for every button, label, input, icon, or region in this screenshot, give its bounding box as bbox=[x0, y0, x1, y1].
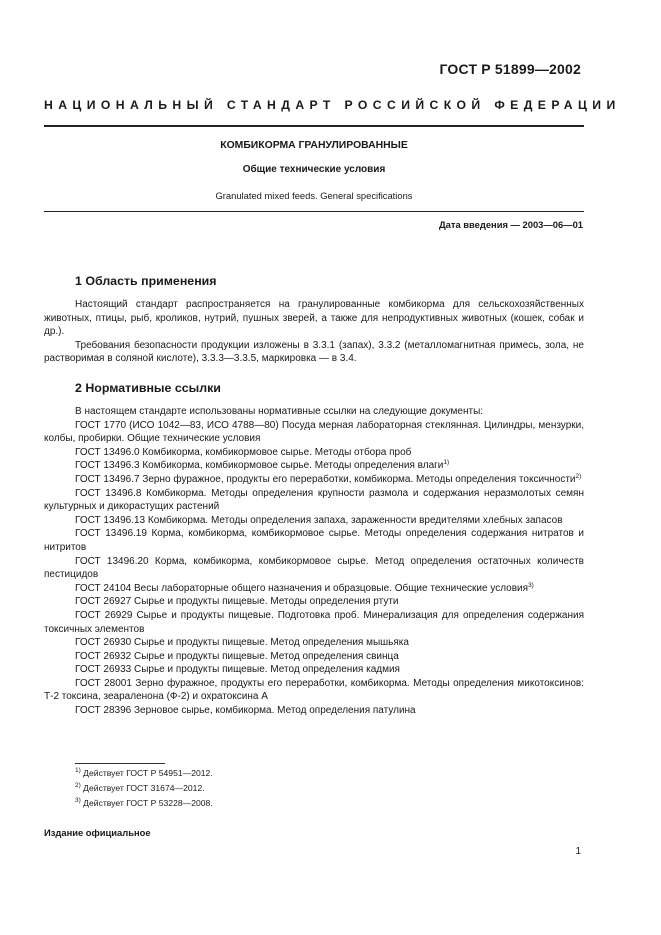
paragraph: В настоящем стандарте использованы нормативные ссылки на следующие документы: bbox=[75, 406, 484, 417]
reference-text: ГОСТ 13496.0 Комбикорма, комбикормовое сырье. Методы отбора проб bbox=[75, 446, 412, 458]
reference-text: ГОСТ 26932 Сырье и продукты пищевые. Метод определения свинца bbox=[75, 650, 399, 662]
english-title: Granulated mixed feeds. General specifications bbox=[215, 190, 413, 201]
section-scope bbox=[44, 273, 584, 366]
paragraph: Настоящий стандарт распространяется на гранулированные комбикорма для сельскохозяйственных животных, птицы, рыб, кроликов, нутрий, пушных зверей, а также для непродуктивных животных (кошек, собак и др.). bbox=[44, 299, 584, 338]
reference-item bbox=[44, 595, 584, 609]
reference-list bbox=[44, 419, 584, 718]
document-title: КОМБИКОРМА ГРАНУЛИРОВАННЫЕ bbox=[220, 140, 408, 151]
reference-item bbox=[44, 609, 584, 636]
footnote-marker: 1) bbox=[443, 459, 450, 467]
reference-item bbox=[44, 582, 584, 596]
reference-text: ГОСТ 26927 Сырье и продукты пищевые. Методы определения ртути bbox=[75, 596, 399, 608]
reference-item bbox=[44, 419, 584, 446]
reference-item bbox=[44, 663, 584, 677]
reference-item bbox=[44, 704, 584, 718]
reference-text: ГОСТ 13496.7 Зерно фуражное, продукты его переработки, комбикорма. Методы определения токсичности bbox=[75, 473, 576, 485]
footnote-text: Действует ГОСТ 31674—2012. bbox=[83, 783, 205, 793]
introduction-date: Дата введения — 2003—06—01 bbox=[438, 219, 583, 230]
reference-text: ГОСТ 26930 Сырье и продукты пищевые. Метод определения мышьяка bbox=[75, 637, 409, 649]
reference-item bbox=[44, 677, 584, 704]
page-number: 1 bbox=[575, 846, 581, 857]
reference-item bbox=[44, 473, 584, 487]
reference-text: ГОСТ 13496.8 Комбикорма. Методы определения крупности размола и содержания неразмолотых семян культурных и дикорастущих растений bbox=[44, 487, 584, 513]
gost-number: ГОСТ Р 51899—2002 bbox=[439, 61, 581, 77]
header-divider bbox=[44, 125, 584, 127]
section-heading: 2 Нормативные ссылки bbox=[75, 381, 221, 395]
section-normative-references bbox=[44, 380, 584, 718]
reference-text: ГОСТ 24104 Весы лабораторные общего назначения и образцовые. Общие технические условия bbox=[75, 582, 529, 594]
reference-text: ГОСТ 28001 Зерно фуражное, продукты его переработки, комбикорма. Методы определения микотоксинов: Т-2 токсина, зеараленона (Ф-2) и охратоксина А bbox=[44, 677, 584, 703]
reference-item bbox=[44, 514, 584, 528]
footnote-text: Действует ГОСТ Р 53228—2008. bbox=[83, 798, 213, 808]
footnote-mark: 3) bbox=[75, 797, 81, 804]
footnote bbox=[75, 766, 213, 781]
reference-item bbox=[44, 459, 584, 473]
paragraph: Требования безопасности продукции изложены в 3.3.1 (запах), 3.3.2 (металломагнитная примесь, зола, не растворимая в соляной кислоте), 3.3.3—3.3.5, маркировка — в 3.4. bbox=[44, 339, 584, 365]
footnote-text: Действует ГОСТ Р 54951—2012. bbox=[83, 768, 213, 778]
section-heading: 1 Область применения bbox=[75, 274, 217, 288]
reference-text: ГОСТ 13496.20 Корма, комбикорма, комбикормовое сырье. Метод определения остаточных количеств пестицидов bbox=[44, 555, 584, 581]
footnote-mark: 1) bbox=[75, 767, 81, 774]
footnote-marker: 2) bbox=[575, 472, 582, 480]
reference-text: ГОСТ 13496.19 Корма, комбикорма, комбикормовое сырье. Методы определения содержания нитратов и нитритов bbox=[44, 528, 584, 553]
footnote bbox=[75, 796, 213, 811]
reference-item bbox=[44, 650, 584, 664]
reference-text: ГОСТ 13496.13 Комбикорма. Методы определения запаха, зараженности вредителями хлебных запасов bbox=[75, 514, 563, 526]
reference-item bbox=[44, 636, 584, 650]
reference-item bbox=[44, 446, 584, 460]
footnote-mark: 2) bbox=[75, 782, 81, 789]
reference-item bbox=[44, 527, 584, 554]
footnotes bbox=[75, 766, 213, 811]
reference-text: ГОСТ 26933 Сырье и продукты пищевые. Метод определения кадмия bbox=[75, 664, 400, 676]
reference-item bbox=[44, 487, 584, 514]
national-standard-heading: НАЦИОНАЛЬНЫЙ СТАНДАРТ РОССИЙСКОЙ ФЕДЕРАЦИИ bbox=[44, 98, 621, 112]
reference-text: ГОСТ 26929 Сырье и продукты пищевые. Подготовка проб. Минерализация для определения содержания токсичных элементов bbox=[44, 609, 584, 635]
reference-item bbox=[44, 555, 584, 582]
edition-label: Издание официальное bbox=[44, 827, 151, 838]
document-subtitle: Общие технические условия bbox=[242, 164, 386, 175]
reference-text: ГОСТ 13496.3 Комбикорма, комбикормовое сырье. Методы определения влаги bbox=[75, 460, 444, 472]
footnote bbox=[75, 781, 213, 796]
reference-text: ГОСТ 28396 Зерновое сырье, комбикорма. Метод определения патулина bbox=[75, 705, 416, 717]
title-divider bbox=[44, 211, 584, 212]
reference-text: ГОСТ 1770 (ИСО 1042—83, ИСО 4788—80) Посуда мерная лабораторная стеклянная. Цилиндры, мензурки, колбы, пробирки. Общие технические условия bbox=[44, 419, 584, 445]
footnote-marker: 3) bbox=[528, 581, 534, 589]
footnote-divider bbox=[75, 763, 165, 764]
